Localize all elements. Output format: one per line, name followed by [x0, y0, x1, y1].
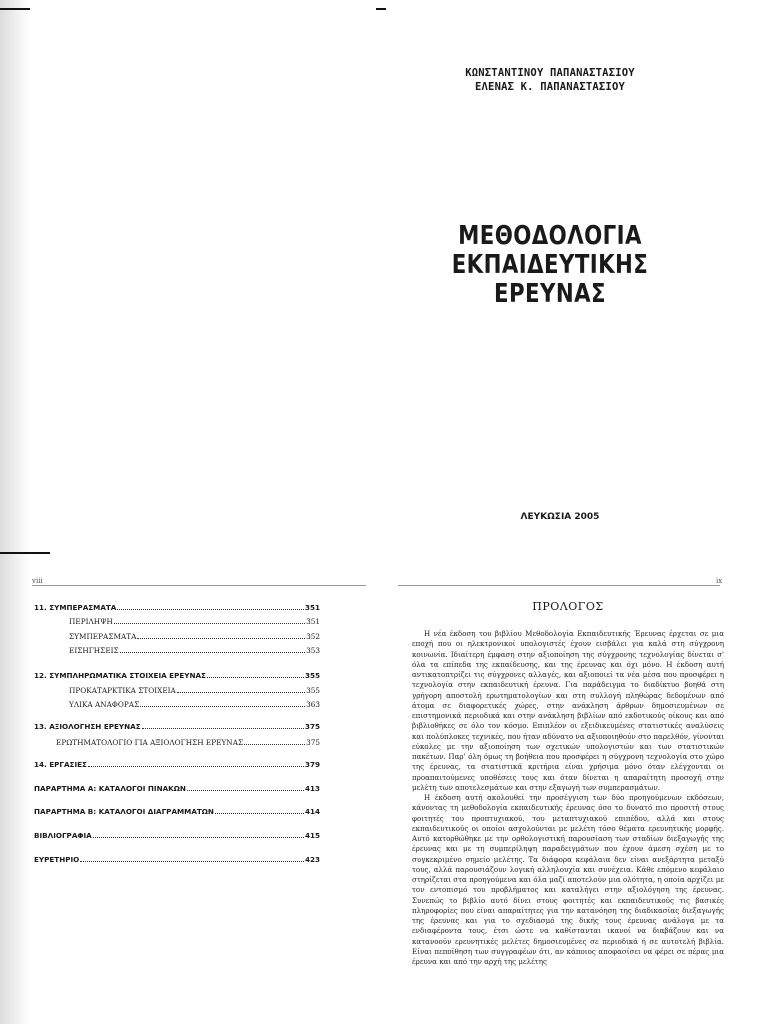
toc-entry-label: ΕΥΡΕΤΗΡΙΟ	[34, 855, 80, 864]
toc-entry-page: 352	[306, 632, 320, 641]
toc-leader-dots	[207, 676, 304, 678]
toc-leader-dots	[140, 705, 305, 707]
toc-entry	[34, 646, 320, 655]
toc-entry-label: ΥΛΙΚΑ ΑΝΑΦΟΡΑΣ	[69, 700, 140, 709]
book-title-line: ΕΚΠΑΙΔΕΥΤΙΚΗΣ	[451, 250, 649, 280]
toc-entry	[34, 671, 320, 680]
toc-entry-page: 413	[304, 784, 320, 793]
toc-entry	[34, 760, 320, 769]
author-name: ΚΩΝΣΤΑΝΤΙΝΟΥ ΠΑΠΑΝΑΣΤΑΣΙΟΥ	[465, 67, 635, 79]
page-rule	[32, 585, 366, 586]
scan-shadow	[0, 0, 30, 1024]
toc-entry	[34, 603, 320, 612]
toc-entry	[34, 855, 320, 864]
toc-entry-page: 355	[304, 671, 320, 680]
toc-entry-label: ΠΕΡΙΛΗΨΗ	[69, 617, 113, 626]
toc-entry-label: 12. ΣΥΜΠΛΗΡΩΜΑΤΙΚΑ ΣΤΟΙΧΕΙΑ ΕΡΕΥΝΑΣ	[34, 671, 206, 680]
page-number: ix	[716, 577, 723, 585]
preface-paragraph: Η έκδοση αυτή ακολουθεί την προσέγγιση των δύο προηγούμενων εκδόσεων, κάνοντας τη μεθοδολογία εκπαιδευτικής έρευνας όσο το δυνατό πιο προσιτή στους φοιτητές του προπτυχιακού, του μεταπτυχιακού επιπέδου, αλλά και στους εκπαιδευτικούς οι οποίοι ασχολούνται με μελέτη τόσο θέματα ερευνητικής μορφής. Αυτό κατορθώθηκε με την ορθολογιστική παρουσίαση των σταδίων διεξαγωγής της έρευνας και με τη συμπερίληψη παραδειγμάτων που έχουν άμεση σχέση με το συγκεκριμένο σημείο μελέτης. Τα διάφορα κεφάλαια δεν είναι ανεξάρτητα μεταξύ τους, αλλά παρουσιάζουν λογική αλληλουχία και συνέχεια. Κάθε επόμενο κεφάλαιο στηρίζεται στα προηγούμενα και όλα μαζί αποτελούν μια ολότητα, η οποία αρχίζει με τον εντοπισμό του προβλήματος και καταλήγει στην αξιολόγηση της έρευνας. Συνεπώς το βιβλίο αυτό δίνει στους φοιτητές και εκπαιδευτικούς τις βασικές πληροφορίες που είναι απαραίτητες για την κατανόηση της διαδικασίας διεξαγωγής της έρευνας και για το σχεδιασμό της δικής τους έρευνας ανάλογα με τα ενδιαφέροντα τους, έτσι ώστε να καθίστανται ικανοί να διαβάζουν και να κατανοούν ερευνητικές μελέτες δημοσιευμένες σε περιοδικά ή σε αυτοτελή βιβλία. Είναι πεποίθηση των συγγραφέων ότι, αν κάποιος αποφασίσει να φέρει σε πέρας μια έρευνα και από την αρχή της μελέτης	[412, 793, 724, 966]
toc-entry-page: 353	[306, 646, 320, 655]
toc-entry-page: 375	[304, 722, 320, 731]
imprint: ΛΕΥΚΩΣΙΑ 2005	[520, 512, 600, 522]
preface-paragraph: Η νέα έκδοση του βιβλίου Μεθοδολογία Εκπαιδευτικής Έρευνας έρχεται σε μια εποχή που οι ηλεκτρονικοί υπολογιστές έχουν εισβάλει για καλά στη σύγχρονη κοινωνία. Ιδιαίτερη έμφαση στην αξιοποίηση της σύγχρονης τεχνολογίας δίνεται σ' όλα τα επίπεδα της εκπαίδευσης, και της έρευνας και όχι μόνο. Η έκδοση αυτή αντικατοπτρίζει τις σύγχρονες αλλαγές, και αξιοποιεί τα νέα μέσα που προσφέρει η τεχνολογία στην εκπαιδευτική έρευνα. Για παράδειγμα το διαδίκτυο βοηθά στη γρήγορη αποστολή ερωτηματολογίων και στη συλλογή πληθώρας δεδομένων από άτομα σε διαφορετικές χώρες, στην ανάκληση άρθρων δημοσιευμένων σε επιστημονικά περιοδικά και στην ανάκληση βιβλίων από εκδοτικούς οίκους και από βιβλιοθήκες σε όλο τον κόσμο. Επιπλέον οι εξειδικευμένες στατιστικές αναλύσεις και πολύπλοκες τεχνικές, που ήταν αδύνατο να αξιοποιηθούν στο παρελθόν, γίνονται εύκολες με την αξιοποίηση των σχετικών υπολογιστών και των στατιστικών πακέτων. Παρ' όλη όμως τη βοήθεια που προσφέρει η σύγχρονη τεχνολογία στο χώρο της έρευνας, τα στατιστικά κριτήρια είναι χρήσιμα μόνο όταν ελέγχονται οι προαπαιτούμενες υποθέσεις τους και όταν δίνεται η απαραίτητη προσοχή στην μελέτη των αποτελεσμάτων και στην εξαγωγή των συμπερασμάτων.	[412, 629, 724, 792]
scan-edge-mark	[0, 8, 30, 10]
toc-entry	[34, 632, 320, 641]
toc-entry	[34, 700, 320, 709]
page-number: viii	[32, 577, 43, 585]
toc-entry-page: 355	[306, 686, 320, 695]
preface	[412, 600, 724, 967]
toc-entry	[34, 831, 320, 840]
toc-leader-dots	[88, 765, 304, 767]
toc-entry-page: 415	[304, 831, 320, 840]
toc-entry-label: 13. ΑΞΙΟΛΟΓΗΣΗ ΕΡΕΥΝΑΣ	[34, 722, 141, 731]
toc-entry	[34, 738, 320, 747]
book-authors	[380, 66, 720, 94]
toc-entry	[34, 807, 320, 816]
toc-leader-dots	[117, 608, 304, 610]
toc-leader-dots	[244, 743, 305, 745]
toc-leader-dots	[215, 812, 304, 814]
toc-entry	[34, 784, 320, 793]
toc-entry-page: 414	[304, 807, 320, 816]
toc-entry	[34, 722, 320, 731]
toc-entry-page: 351	[306, 617, 320, 626]
toc-leader-dots	[93, 836, 304, 838]
scan-edge-mark	[0, 552, 50, 554]
toc-leader-dots	[142, 727, 304, 729]
toc-entry-page: 363	[306, 700, 320, 709]
toc-entry-label: ΠΑΡΑΡΤΗΜΑ Α: ΚΑΤΑΛΟΓΟΙ ΠΙΝΑΚΩΝ	[34, 784, 186, 793]
toc-entry-label: ΕΡΩΤΗΜΑΤΟΛΟΓΙΟ ΓΙΑ ΑΞΙΟΛΟΓΗΣΗ ΕΡΕΥΝΑΣ	[56, 738, 244, 747]
toc-leader-dots	[187, 789, 304, 791]
toc-entry-page: 379	[304, 760, 320, 769]
toc-entry-label: ΣΥΜΠΕΡΑΣΜΑΤΑ	[69, 632, 137, 641]
toc-leader-dots	[137, 637, 305, 639]
toc-entry	[34, 617, 320, 626]
book-title-line: ΜΕΘΟΔΟΛΟΓΙΑ	[458, 221, 642, 251]
book-title	[411, 222, 690, 309]
toc-entry-label: ΠΑΡΑΡΤΗΜΑ Β: ΚΑΤΑΛΟΓΟΙ ΔΙΑΓΡΑΜΜΑΤΩΝ	[34, 807, 214, 816]
toc-entry-label: ΒΙΒΛΙΟΓΡΑΦΙΑ	[34, 831, 92, 840]
toc-leader-dots	[80, 860, 304, 862]
toc-entry-label: 11. ΣΥΜΠΕΡΑΣΜΑΤΑ	[34, 603, 117, 612]
toc-leader-dots	[120, 651, 305, 653]
page-rule	[398, 585, 720, 586]
toc-entry-label: 14. ΕΡΓΑΣΙΕΣ	[34, 760, 87, 769]
toc-leader-dots	[177, 691, 305, 693]
preface-heading: ΠΡΟΛΟΓΟΣ	[532, 600, 604, 613]
toc-entry-page: 423	[304, 855, 320, 864]
book-title-line: ΕΡΕΥΝΑΣ	[494, 279, 606, 309]
toc-entry-page: 375	[306, 738, 320, 747]
toc-entry-label: ΠΡΟΚΑΤΑΡΚΤΙΚΑ ΣΤΟΙΧΕΙΑ	[69, 686, 176, 695]
toc-entry	[34, 686, 320, 695]
toc-leader-dots	[114, 622, 305, 624]
scan-edge-mark	[376, 8, 386, 10]
author-name: ΕΛΕΝΑΣ Κ. ΠΑΠΑΝΑΣΤΑΣΙΟΥ	[475, 81, 625, 93]
toc-entry-label: ΕΙΣΗΓΗΣΕΙΣ	[69, 646, 119, 655]
toc-entry-page: 351	[304, 603, 320, 612]
